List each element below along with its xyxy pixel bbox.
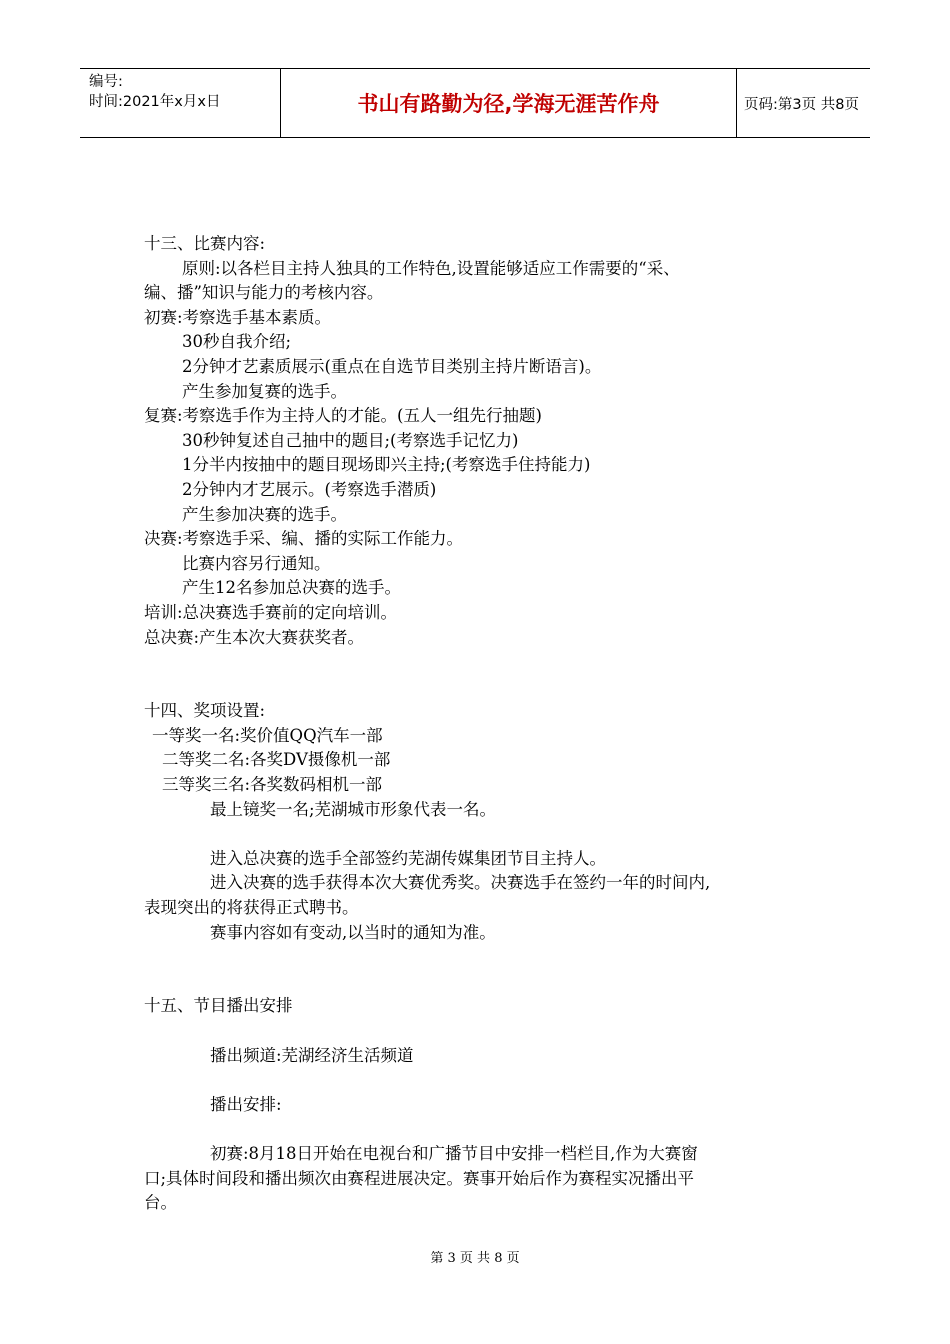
second-item-1: 30秒钟复述自己抽中的题目;(考察选手记忆力): [182, 430, 519, 450]
broadcast-schedule-label: 播出安排:: [210, 1094, 282, 1114]
header-id-label: 编号:: [89, 74, 123, 90]
third-prize-line: 三等奖三名:各奖数码相机一部: [162, 775, 383, 795]
spacer: [144, 1117, 824, 1142]
prelim-item-2: 2分钟才艺素质展示(重点在自选节目类别主持片断语言)。: [182, 356, 602, 376]
principle-line-1: 原则:以各栏目主持人独具的工作特色,设置能够适应工作需要的“采、: [182, 258, 680, 278]
header-meta: [80, 69, 281, 137]
award-note-3: 赛事内容如有变动,以当时的通知为准。: [210, 922, 496, 942]
prelim-item-3: 产生参加复赛的选手。: [182, 381, 347, 401]
spacer: [144, 822, 824, 847]
award-note-2b: 表现突出的将获得正式聘书。: [144, 898, 359, 918]
second-prize-line: 二等奖二名:各奖DV摄像机一部: [162, 750, 391, 770]
broadcast-channel: 播出频道:芜湖经济生活频道: [210, 1045, 414, 1065]
header-motto: 书山有路勤为径,学海无涯苦作舟: [281, 69, 737, 137]
page-header: [80, 68, 870, 138]
broadcast-prelim-line-3: 台。: [144, 1193, 177, 1213]
section-13-title: 十三、比赛内容:: [144, 234, 266, 253]
header-page-label: 页码:第3页 共8页: [744, 96, 859, 113]
prelim-heading: 初赛:考察选手基本素质。: [144, 307, 332, 327]
final-item-2: 产生12名参加总决赛的选手。: [182, 578, 401, 598]
broadcast-prelim-line-2: 口;具体时间段和播出频次由赛程进展决定。赛事开始后作为赛程实况播出平: [144, 1168, 695, 1188]
spacer: [144, 970, 824, 995]
second-heading: 复赛:考察选手作为主持人的才能。(五人一组先行抽题): [144, 406, 542, 426]
section-15-title: 十五、节目播出安排: [144, 996, 293, 1016]
training-line: 培训:总决赛选手赛前的定向培训。: [144, 602, 398, 622]
header-time-label: 时间:2021年x月x日: [89, 94, 221, 110]
second-item-2: 1分半内按抽中的题目现场即兴主持;(考察选手住持能力): [182, 455, 591, 475]
grand-final-line: 总决赛:产生本次大赛获奖者。: [144, 627, 365, 647]
spacer: [144, 650, 824, 675]
section-14-title: 十四、奖项设置:: [144, 701, 266, 721]
spacer: [144, 675, 824, 700]
final-heading: 决赛:考察选手采、编、播的实际工作能力。: [144, 529, 464, 549]
final-item-1: 比赛内容另行通知。: [182, 553, 331, 573]
document-body: [144, 232, 824, 1216]
second-item-3: 2分钟内才艺展示。(考察选手潜质): [182, 479, 437, 499]
spacer: [144, 1068, 824, 1093]
spacer: [144, 945, 824, 970]
first-prize-line: 一等奖一名:奖价值QQ汽车一部: [152, 725, 383, 745]
page-footer: 第 3 页 共 8 页: [430, 1251, 520, 1266]
spacer: [144, 1019, 824, 1044]
special-prize-line: 最上镜奖一名;芜湖城市形象代表一名。: [210, 799, 497, 819]
broadcast-prelim-line-1: 初赛:8月18日开始在电视台和广播节目中安排一档栏目,作为大赛窗: [210, 1143, 698, 1163]
prelim-item-1: 30秒自我介绍;: [182, 332, 292, 352]
second-item-4: 产生参加决赛的选手。: [182, 504, 347, 524]
principle-line-2: 编、播”知识与能力的考核内容。: [144, 283, 384, 303]
award-note-2a: 进入决赛的选手获得本次大赛优秀奖。决赛选手在签约一年的时间内,: [210, 873, 711, 893]
award-note-1: 进入总决赛的选手全部签约芜湖传媒集团节目主持人。: [210, 848, 606, 868]
